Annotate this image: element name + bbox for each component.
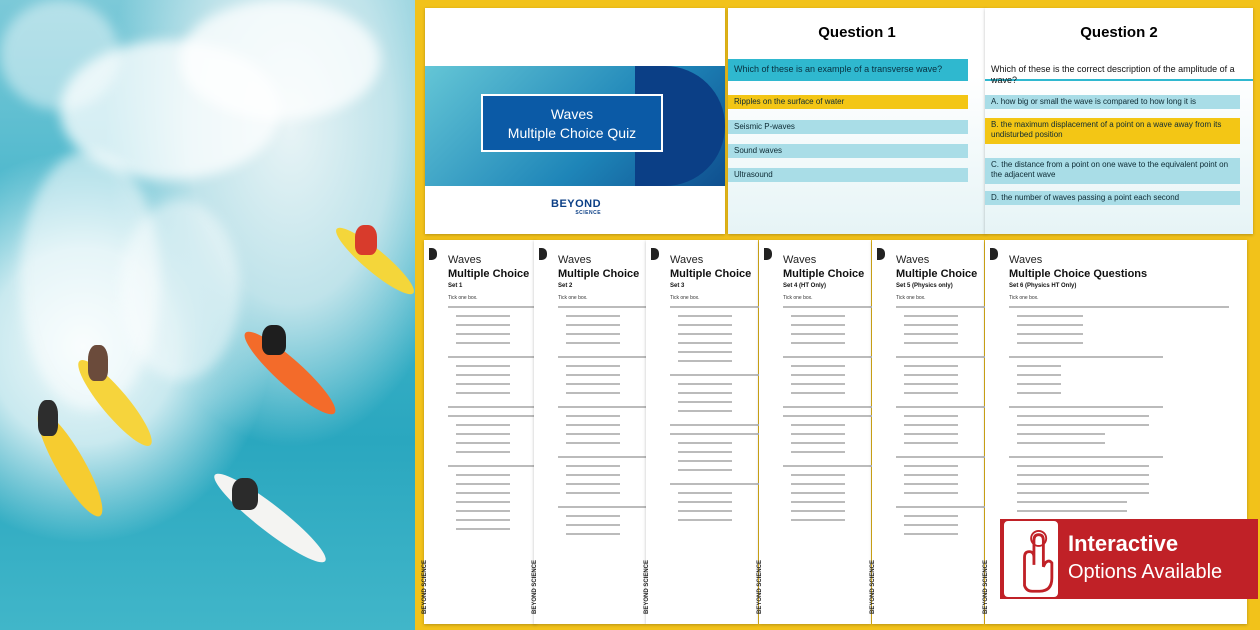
worksheet-instruction: Tick one box. (670, 295, 700, 301)
brand-logo: BEYOND SCIENCE (551, 198, 602, 216)
question-text: Which of these is the correct description of the amplitude of a wave? (985, 59, 1253, 81)
cover-slide[interactable] (425, 8, 725, 234)
side-brand-label: BEYOND SCIENCE (870, 559, 876, 614)
worksheet-title: Waves (448, 254, 482, 266)
brand-b-icon (539, 248, 547, 260)
side-brand-label: BEYOND SCIENCE (644, 559, 650, 614)
question-lines (896, 306, 986, 542)
side-brand-label: BEYOND SCIENCE (422, 559, 428, 614)
worksheet-instruction: Tick one box. (783, 295, 813, 301)
question-1-slide[interactable] (728, 8, 986, 234)
surfer (355, 225, 377, 255)
question-lines (670, 306, 760, 528)
worksheet-instruction: Tick one box. (1009, 295, 1039, 301)
worksheet-title: Waves (558, 254, 592, 266)
brand-b-icon (877, 248, 885, 260)
answer-option[interactable]: Sound waves (728, 144, 968, 158)
worksheet-set: Set 1 (448, 283, 463, 289)
surfer (88, 345, 108, 381)
surfboard (237, 323, 344, 423)
touch-hand-icon (1002, 519, 1060, 599)
question-lines (558, 306, 648, 542)
worksheet-set-2[interactable] (534, 240, 646, 624)
surfing-photo (0, 0, 415, 630)
answer-option[interactable]: C. the distance from a point on one wave to the equivalent point on the adjacent wave (985, 158, 1240, 184)
question-text: Which of these is an example of a transverse wave? (728, 59, 968, 81)
worksheet-set-3[interactable] (646, 240, 758, 624)
worksheet-subtitle: Multiple Choice (448, 268, 530, 280)
question-lines (448, 306, 538, 537)
cover-subtitle: Multiple Choice Quiz (507, 125, 637, 141)
surfer (38, 400, 58, 436)
worksheet-set: Set 3 (670, 283, 685, 289)
worksheet-title: Waves (783, 254, 817, 266)
worksheet-subtitle: Multiple Choice Questions (1009, 268, 1148, 280)
answer-option[interactable]: Seismic P-waves (728, 120, 968, 134)
worksheet-subtitle: Multiple Choice (670, 268, 752, 280)
question-lines (1009, 306, 1229, 519)
worksheet-title: Waves (670, 254, 704, 266)
question-title: Question 1 (818, 24, 896, 41)
badge-line-2: Options Available (1068, 561, 1223, 583)
cover-title-box (481, 94, 663, 152)
worksheet-title: Waves (1009, 254, 1043, 266)
worksheet-set: Set 5 (Physics only) (896, 283, 953, 289)
answer-option[interactable]: A. how big or small the wave is compared to how long it is (985, 95, 1240, 109)
brand-b-icon (429, 248, 437, 260)
brand-b-icon (764, 248, 772, 260)
worksheet-instruction: Tick one box. (558, 295, 588, 301)
answer-option[interactable]: Ultrasound (728, 168, 968, 182)
worksheet-subtitle: Multiple Choice (558, 268, 640, 280)
side-brand-label: BEYOND SCIENCE (532, 559, 538, 614)
question-2-slide[interactable] (985, 8, 1253, 234)
worksheet-subtitle: Multiple Choice (896, 268, 978, 280)
worksheet-title: Waves (896, 254, 930, 266)
surfer (232, 478, 258, 510)
side-brand-label: BEYOND SCIENCE (983, 559, 989, 614)
cover-title: Waves (550, 106, 594, 122)
surfboard (207, 465, 333, 572)
worksheet-set: Set 6 (Physics HT Only) (1009, 283, 1077, 289)
answer-option[interactable]: B. the maximum displacement of a point on a wave away from its undisturbed position (985, 118, 1240, 144)
worksheet-set-1[interactable] (424, 240, 536, 624)
side-brand-label: BEYOND SCIENCE (757, 559, 763, 614)
worksheet-set-5[interactable] (872, 240, 984, 624)
worksheet-set-4[interactable] (759, 240, 871, 624)
worksheet-instruction: Tick one box. (448, 295, 478, 301)
badge-line-1: Interactive (1068, 531, 1179, 556)
answer-option[interactable]: Ripples on the surface of water (728, 95, 968, 109)
question-title: Question 2 (1080, 24, 1158, 41)
answer-option[interactable]: D. the number of waves passing a point each second (985, 191, 1240, 205)
surfer (262, 325, 286, 355)
brand-b-icon (990, 248, 998, 260)
worksheet-subtitle: Multiple Choice (783, 268, 865, 280)
question-lines (783, 306, 873, 528)
interactive-badge[interactable] (1000, 519, 1258, 599)
worksheet-instruction: Tick one box. (896, 295, 926, 301)
brand-b-icon (651, 248, 659, 260)
worksheet-set: Set 2 (558, 283, 573, 289)
worksheet-set: Set 4 (HT Only) (783, 283, 827, 289)
